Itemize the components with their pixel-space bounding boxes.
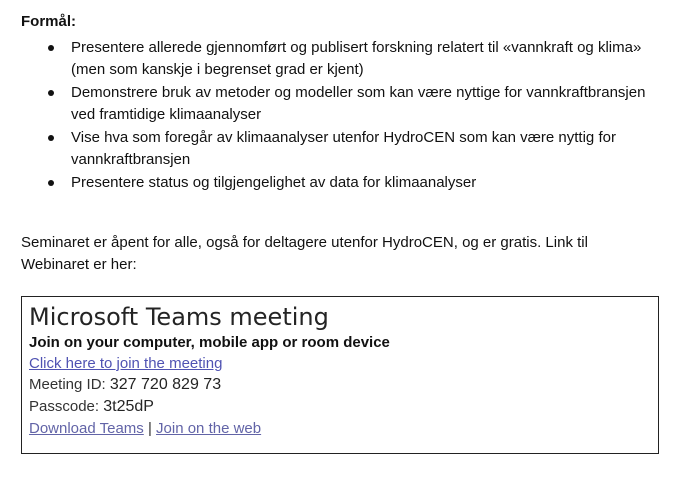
bullet-icon [48,135,54,141]
download-teams-link[interactable]: Download Teams [29,420,144,437]
meeting-id-line [29,374,658,396]
goal-item [21,37,661,81]
goal-item [21,127,661,171]
passcode-line [29,396,658,418]
meeting-id-label: Meeting ID: [29,376,110,393]
goal-text: Presentere status og tilgjengelighet av data for klimaanalyser [71,174,477,191]
meeting-id-value: 327 720 829 73 [109,376,222,393]
document-body [21,11,661,276]
teams-links-row [29,418,658,440]
section-heading: Formål: [21,13,77,30]
goal-item [21,82,661,126]
goal-text: Vise hva som foregår av klimaanalyser utenfor HydroCEN som kan være nyttig for vannkraftbransjen [71,129,616,168]
join-meeting-link[interactable]: Click here to join the meeting [29,355,223,372]
link-separator: | [143,420,157,437]
passcode-label: Passcode: [29,398,104,415]
goals-list [21,37,661,194]
intro-paragraph: Seminaret er åpent for alle, også for deltagere utenfor HydroCEN, og er gratis. Link til Webinaret er her: [21,234,588,273]
bullet-icon [48,45,54,51]
join-web-link[interactable]: Join on the web [156,420,262,437]
teams-subtitle: Join on your computer, mobile app or room device [29,334,390,351]
teams-title: Microsoft Teams meeting [29,303,329,331]
teams-meeting-box [21,296,659,454]
bullet-icon [48,180,54,186]
bullet-icon [48,90,54,96]
goal-text: Demonstrere bruk av metoder og modeller som kan være nyttige for vannkraftbransjen ved framtidige klimaanalyser [71,84,646,123]
goal-text: Presentere allerede gjennomført og publisert forskning relatert til «vannkraft og klima» (men som kanskje i begrenset grad er kjent) [71,39,642,78]
goal-item [21,172,661,194]
passcode-value: 3t25dP [103,398,154,415]
